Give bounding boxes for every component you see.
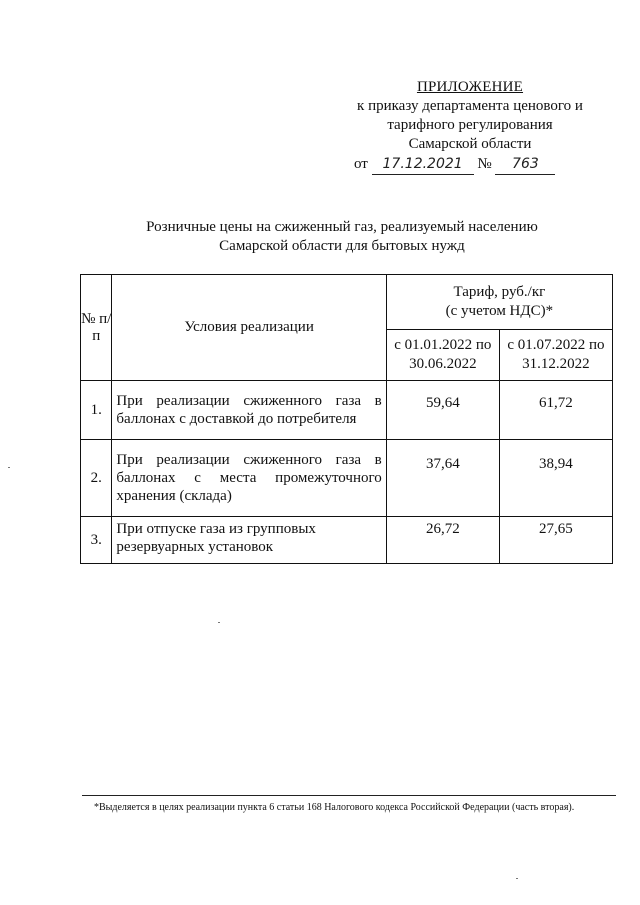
table-header-row-1 bbox=[81, 275, 613, 330]
appendix-title: ПРИЛОЖЕНИЕ bbox=[416, 79, 524, 95]
table-row bbox=[81, 517, 613, 564]
appendix-line-2: тарифного регулирования bbox=[387, 117, 553, 133]
header-tariff bbox=[386, 275, 612, 330]
header-number: № п/п bbox=[81, 275, 112, 381]
scan-speck bbox=[8, 467, 10, 468]
order-number-handwritten: 763 bbox=[512, 156, 539, 172]
header-tariff-line-1: Тариф, руб./кг bbox=[453, 284, 546, 300]
order-date-handwritten: 17.12.2021 bbox=[382, 156, 463, 172]
order-date-field bbox=[372, 155, 474, 175]
row-tariff-period-1: 37,64 bbox=[386, 440, 499, 517]
row-tariff-period-1: 59,64 bbox=[386, 381, 499, 440]
row-conditions: При реализации сжиженного газа в баллонах с доставкой до потребителя bbox=[112, 381, 386, 440]
footnote-divider bbox=[82, 795, 616, 796]
row-number: 3. bbox=[81, 517, 112, 564]
table-row bbox=[81, 381, 613, 440]
scan-speck bbox=[218, 622, 220, 623]
header-period-2 bbox=[499, 330, 612, 381]
row-tariff-period-2: 38,94 bbox=[499, 440, 612, 517]
price-table bbox=[80, 274, 613, 564]
header-period-1 bbox=[386, 330, 499, 381]
order-reference bbox=[330, 155, 610, 175]
header-period-1-line-2: 30.06.2022 bbox=[409, 356, 477, 372]
document-title bbox=[100, 218, 584, 256]
document-title-line-2: Самарской области для бытовых нужд bbox=[219, 238, 465, 254]
row-tariff-period-2: 61,72 bbox=[499, 381, 612, 440]
footnote: *Выделяется в целях реализации пункта 6 статьи 168 Налогового кодекса Российской Федерации (часть вторая). bbox=[94, 802, 575, 813]
row-tariff-period-1: 26,72 bbox=[386, 517, 499, 564]
header-conditions: Условия реализации bbox=[112, 275, 386, 381]
appendix-line-3: Самарской области bbox=[408, 136, 532, 152]
appendix-header bbox=[330, 78, 610, 175]
row-number: 2. bbox=[81, 440, 112, 517]
row-number: 1. bbox=[81, 381, 112, 440]
row-tariff-period-2: 27,65 bbox=[499, 517, 612, 564]
scan-speck bbox=[516, 878, 518, 879]
appendix-line-1: к приказу департамента ценового и bbox=[357, 98, 583, 114]
table-row bbox=[81, 440, 613, 517]
order-number-label: № bbox=[477, 156, 492, 172]
row-conditions: При отпуске газа из групповых резервуарных установок bbox=[112, 517, 386, 564]
order-number-field bbox=[495, 155, 555, 175]
order-from-label: от bbox=[354, 156, 368, 172]
row-conditions: При реализации сжиженного газа в баллонах с места промежуточного хранения (склада) bbox=[112, 440, 386, 517]
document-title-line-1: Розничные цены на сжиженный газ, реализуемый населению bbox=[146, 219, 538, 235]
header-period-2-line-2: 31.12.2022 bbox=[522, 356, 590, 372]
header-period-2-line-1: с 01.07.2022 по bbox=[507, 337, 605, 353]
header-period-1-line-1: с 01.01.2022 по bbox=[394, 337, 492, 353]
header-tariff-line-2: (с учетом НДС)* bbox=[445, 303, 554, 319]
